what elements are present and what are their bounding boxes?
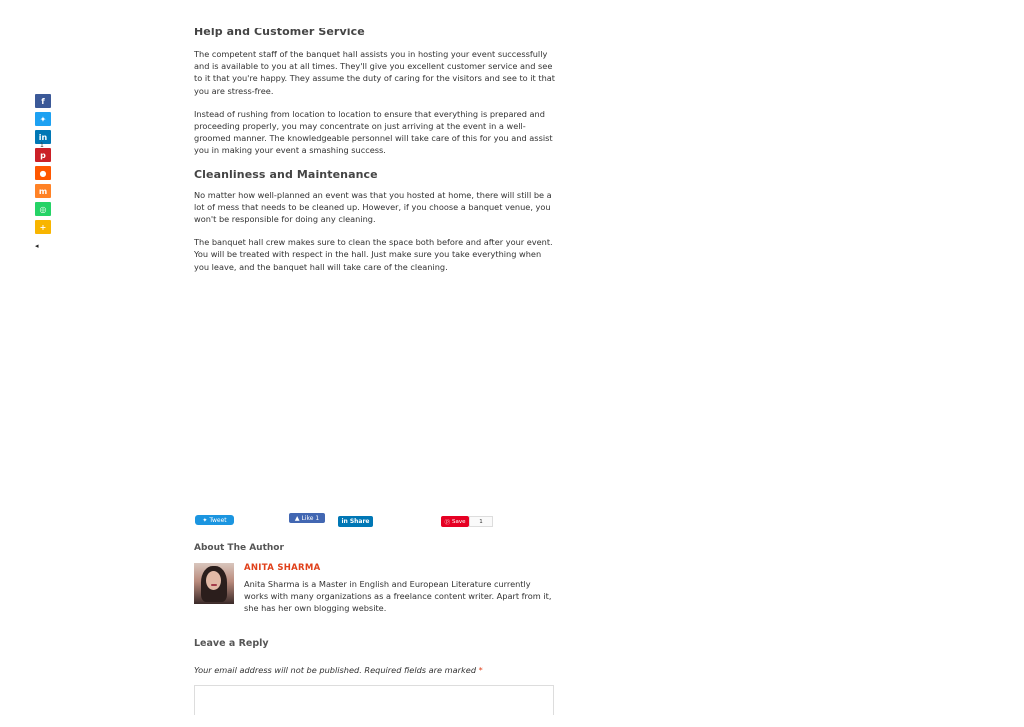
facebook-icon: f [41, 96, 45, 106]
whatsapp-share-button[interactable] [35, 202, 51, 216]
section-title-clip [194, 28, 556, 40]
section-title-cleanliness: Cleanliness and Maintenance [194, 167, 378, 181]
pinterest-share-count: 1 [40, 142, 44, 149]
facebook-share-button[interactable] [35, 94, 51, 108]
comment-textarea[interactable] [194, 685, 554, 715]
reddit-icon: ● [39, 168, 47, 178]
avatar-face [206, 571, 221, 590]
hide-arrow-icon: ◂ [35, 242, 39, 250]
tweet-button[interactable] [195, 515, 234, 525]
reply-heading: Leave a Reply [194, 638, 269, 649]
reddit-share-button[interactable] [35, 166, 51, 180]
mix-share-button[interactable] [35, 184, 51, 198]
article-body [194, 28, 556, 284]
save-count-badge: 1 [469, 516, 493, 527]
save-label: Save [452, 518, 466, 525]
plus-icon: + [39, 222, 47, 232]
pinterest-icon: p [40, 150, 46, 160]
more-share-button[interactable] [35, 220, 51, 234]
thumbs-up-icon: ▲ [294, 514, 300, 522]
reply-note-text: Your email address will not be published. Required fields are marked [194, 665, 477, 675]
like-label: Like 1 [301, 514, 320, 522]
author-bio: Anita Sharma is a Master in English and European Literature currently works with many organizations as a freelance content writer. Apart from it, she has her own blogging website. [244, 579, 552, 614]
mix-icon: m [38, 186, 48, 196]
tweet-label: Tweet [209, 516, 227, 524]
paragraph: The competent staff of the banquet hall assists you in hosting your event successfully and is available to you at all times. They'll give you excellent customer service and see to it that you're happy. They assume the duty of caring for the visitors and see to it that you are stress-free. [194, 49, 555, 96]
twitter-icon: ✦ [39, 114, 47, 124]
share-sidebar [35, 94, 51, 238]
avatar-lips [211, 584, 217, 586]
share-label: Share [349, 518, 370, 525]
linkedin-icon: in [38, 132, 48, 142]
linkedin-share-inline-button[interactable] [338, 516, 373, 527]
author-avatar [194, 563, 234, 604]
author-name-link[interactable]: ANITA SHARMA [244, 563, 321, 573]
required-marker: * [478, 665, 483, 675]
section-title-help: Help and Customer Service [194, 28, 365, 38]
pinterest-save-button[interactable] [441, 516, 469, 527]
facebook-like-button[interactable] [289, 513, 325, 523]
social-buttons-row [195, 513, 555, 527]
author-heading: About The Author [194, 543, 284, 553]
twitter-share-button[interactable] [35, 112, 51, 126]
twitter-bird-icon: ✦ [202, 516, 208, 524]
paragraph: No matter how well-planned an event was that you hosted at home, there will still be a lot of mess that needs to be cleaned up. However, if you choose a banquet venue, you won't be responsible for doing any cleaning. [194, 189, 552, 225]
hide-sidebar-toggle[interactable] [35, 242, 39, 250]
paragraph: The banquet hall crew makes sure to clean the space both before and after your event. You will be treated with respect in the hall. Just make sure you take everything when you leave, and the banquet hall will take care of the cleaning. [194, 237, 553, 272]
pinterest-share-button[interactable] [35, 142, 51, 162]
reply-note [194, 665, 483, 675]
paragraph: Instead of rushing from location to location to ensure that everything is prepared and proceeding properly, you may concentrate on just arriving at the event in a well-groomed manner. The knowledgeable personnel will take care of this for you and assist you in making your event a smashing success. [194, 108, 553, 156]
pinterest-inline-icon: ⓟ [444, 519, 450, 526]
whatsapp-icon: ◎ [39, 204, 47, 214]
linkedin-inline-icon: in [341, 518, 348, 525]
